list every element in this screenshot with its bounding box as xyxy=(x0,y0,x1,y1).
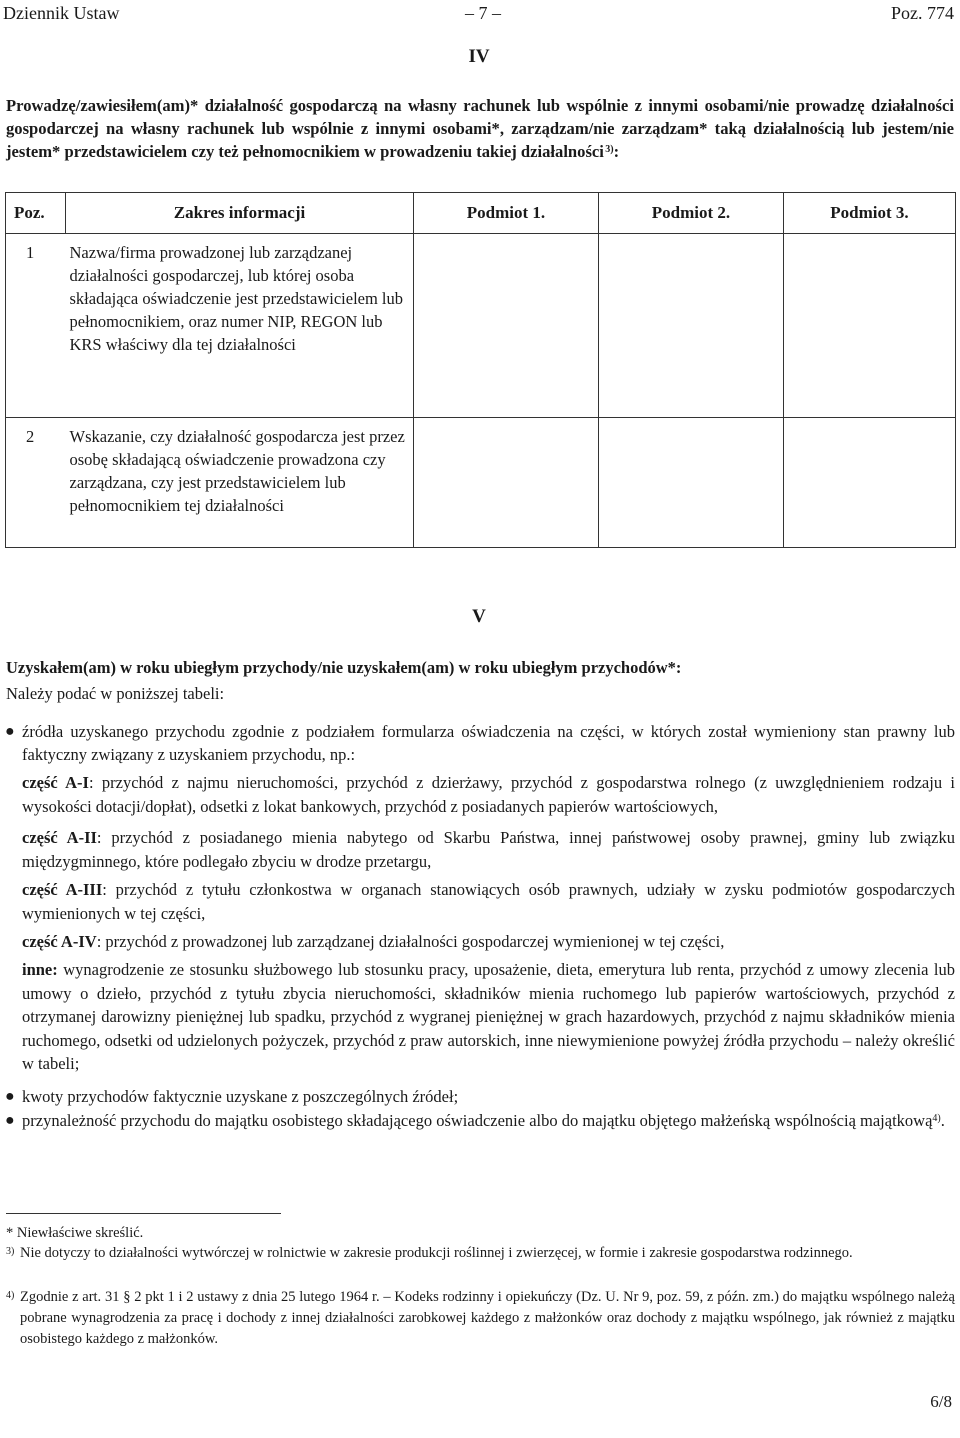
entity-3-cell[interactable] xyxy=(784,418,956,548)
business-activity-table xyxy=(5,192,956,548)
part-text: : przychód z prowadzonej lub zarządzanej działalności gospodarczej wymienionej w tej części, xyxy=(96,932,725,951)
col-header-scope: Zakres informacji xyxy=(66,193,414,234)
entity-1-cell[interactable] xyxy=(414,418,599,548)
part-label: inne: xyxy=(22,960,58,979)
row-number: 1 xyxy=(6,234,66,418)
table-header-row xyxy=(6,193,956,234)
bullet-ownership-end: . xyxy=(940,1111,945,1130)
section-iv-statement xyxy=(6,94,954,163)
bullet-icon: ● xyxy=(5,723,15,740)
section-v-statement: Uzyskałem(am) w roku ubiegłym przychody/nie uzyskałem(am) w roku ubiegłym przychodów*: xyxy=(6,658,682,677)
part-label: część A-II xyxy=(22,828,97,847)
footnote-3-mark: 3) xyxy=(6,1246,15,1257)
section-v-intro: Należy podać w poniższej tabeli: xyxy=(6,684,225,703)
part-other xyxy=(22,958,955,1076)
entity-2-cell[interactable] xyxy=(599,418,784,548)
part-text: : przychód z najmu nieruchomości, przychód z dzierżawy, przychód z gospodarstwa rolnego (z uwzględnieniem rodzaju i wysokości dotacji/dopłat), odsetki z lokat bankowych, przychód z posiadanych papierów wartościowych, xyxy=(22,773,955,816)
part-text: : przychód z posiadanego mienia nabytego od Skarbu Państwa, innej państwowej osoby prawnej, gminy lub związku międzygminnego, które podlegało zbyciu w drodze przetargu, xyxy=(22,828,955,871)
bullet-income-ownership xyxy=(22,1109,955,1132)
footnote-star: * Niewłaściwe skreślić. xyxy=(6,1225,144,1241)
col-header-entity-2: Podmiot 2. xyxy=(599,193,784,234)
part-label: część A-III xyxy=(22,880,103,899)
part-text: : przychód z tytułu członkostwa w organach stanowiących osób prawnych, udziały w zysku podmiotów gospodarczych wymienionych w tej części, xyxy=(22,880,955,923)
table-row xyxy=(6,234,956,418)
footnote-ref-3[interactable]: 3) xyxy=(605,144,614,155)
part-label: część A-IV xyxy=(22,932,97,951)
part-a-iv xyxy=(22,930,955,954)
section-iv-statement-text: Prowadzę/zawiesiłem(am)* działalność gospodarczą na własny rachunek lub wspólnie z innymi osobami/nie prowadzę działalności gospodarczej na własny rachunek lub wspólnie z innymi osobami*, zarządzam/nie zarządzam* taką działalnością lub jestem/nie jestem* przedstawicielem czy też pełnomocnikiem w prowadzeniu takiej działalności xyxy=(6,96,954,161)
part-a-i xyxy=(22,771,955,818)
row-description: Nazwa/firma prowadzonej lub zarządzanej działalności gospodarczej, lub której osoba składająca oświadczenie jest przedstawicielem lub pełnomocnikiem, oraz numer NIP, REGON lub KRS właściwy dla tej działalności xyxy=(66,234,414,418)
part-a-ii xyxy=(22,826,955,873)
entity-1-cell[interactable] xyxy=(414,234,599,418)
part-text: wynagrodzenie ze stosunku służbowego lub stosunku pracy, uposażenie, dieta, emerytura lub renta, przychód z umowy zlecenia lub umowy o dzieło, przychód z tytułu zbycia nieruchomości, składników mienia ruchomego lub papierów wartościowych, przychód z otrzymanej darowizny pieniężnej lub spadku, przychód z wygranej pieniężnej w grach hazardowych, przychód z najmu składników mienia ruchomego, odsetki od udzielonych pożyczek, przychód z praw autorskich, inne niewymienione powyżej źródła przychodu – należy określić w tabeli; xyxy=(22,960,955,1073)
footnote-4-mark: 4) xyxy=(6,1290,15,1301)
journal-title: Dziennik Ustaw xyxy=(3,3,120,23)
col-header-poz: Poz. xyxy=(6,193,66,234)
part-label: część A-I xyxy=(22,773,89,792)
part-a-iii xyxy=(22,878,955,925)
section-iv-heading: IV xyxy=(468,46,490,67)
bullet-icon: ● xyxy=(5,1088,15,1105)
bullet-income-amounts: kwoty przychodów faktycznie uzyskane z poszczególnych źródeł; xyxy=(22,1087,459,1106)
table-row xyxy=(6,418,956,548)
footnote-4: Zgodnie z art. 31 § 2 pkt 1 i 2 ustawy z dnia 25 lutego 1964 r. – Kodeks rodzinny i opiekuńczy (Dz. U. Nr 9, poz. 59, z późn. zm.) do majątku wspólnego należą pobrane wynagrodzenia za pracę i dochody z innej działalności zarobkowej każdego z małżonków oraz dochody z majątku wspólnego, jak również z majątku osobistego każdego z małżonków. xyxy=(20,1289,955,1347)
position-number: Poz. 774 xyxy=(891,3,954,23)
row-description: Wskazanie, czy działalność gospodarcza jest przez osobę składającą oświadczenie prowadzona czy zarządzana, czy jest przedstawicielem lub pełnomocnikiem tej działalności xyxy=(66,418,414,548)
section-iv-statement-end: : xyxy=(613,142,620,161)
bullet-ownership-text: przynależność przychodu do majątku osobistego składającego oświadczenie albo do majątku objętego małżeńską wspólnością majątkową xyxy=(22,1111,933,1130)
bullet-icon: ● xyxy=(5,1112,15,1129)
footnote-ref-4[interactable]: 4) xyxy=(932,1113,941,1124)
page-number: 6/8 xyxy=(930,1392,952,1411)
bullet-income-sources: źródła uzyskanego przychodu zgodnie z podziałem formularza oświadczenia na części, w których został wymieniony stan prawny lub faktyczny związany z uzyskaniem przychodu, np.: xyxy=(22,722,955,764)
col-header-entity-1: Podmiot 1. xyxy=(414,193,599,234)
col-header-entity-3: Podmiot 3. xyxy=(784,193,956,234)
page-marker: – 7 – xyxy=(465,3,501,23)
footnote-divider xyxy=(6,1213,281,1214)
row-number: 2 xyxy=(6,418,66,548)
entity-2-cell[interactable] xyxy=(599,234,784,418)
section-v-heading: V xyxy=(472,606,486,627)
footnote-3: Nie dotyczy to działalności wytwórczej w rolnictwie w zakresie produkcji roślinnej i zwierzęcej, w formie i zakresie gospodarstwa rodzinnego. xyxy=(20,1245,853,1261)
entity-3-cell[interactable] xyxy=(784,234,956,418)
